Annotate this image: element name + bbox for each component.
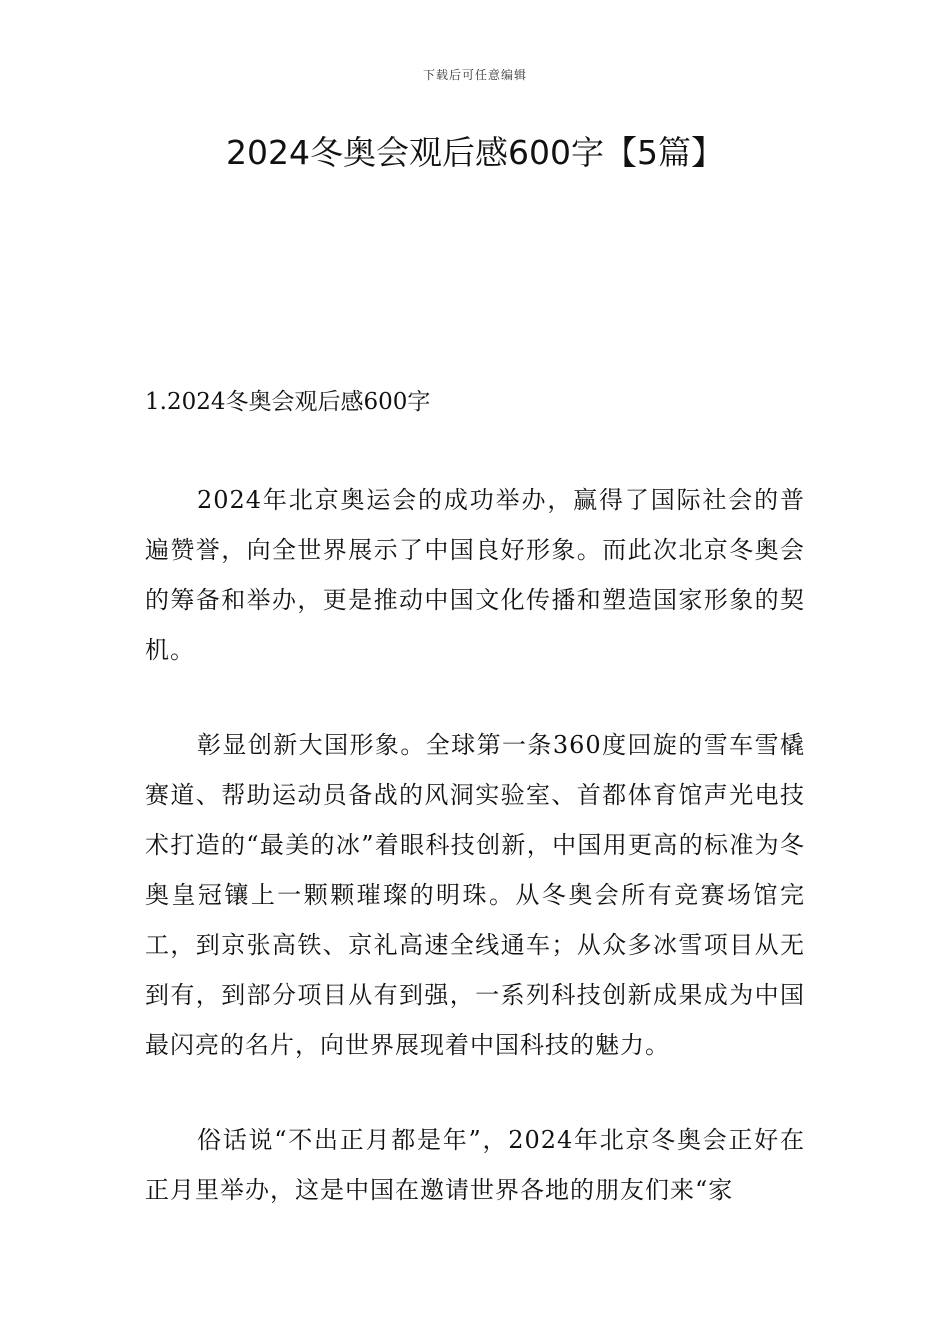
paragraph-2-block (145, 720, 805, 1070)
header-note: 下载后可任意编辑 (422, 68, 527, 82)
paragraph-1-block (145, 475, 805, 675)
section-heading: 1.2024冬奥会观后感600字 (145, 389, 431, 415)
document-title: 2024冬奥会观后感600字【5篇】 (226, 133, 724, 172)
paragraph: 2024年北京奥运会的成功举办，赢得了国际社会的普遍赞誉，向全世界展示了中国良好形象。而此次北京冬奥会的筹备和举办，更是推动中国文化传播和塑造国家形象的契机。 (145, 486, 805, 664)
paragraph-3-block (145, 1115, 805, 1215)
paragraph: 彰显创新大国形象。全球第一条360度回旋的雪车雪橇赛道、帮助运动员备战的风洞实验室、首都体育馆声光电技术打造的“最美的冰”着眼科技创新，中国用更高的标准为冬奥皇冠镶上一颗颗璀璨的明珠。从冬奥会所有竞赛场馆完工，到京张高铁、京礼高速全线通车；从众多冰雪项目从无到有，到部分项目从有到强，一系列科技创新成果成为中国最闪亮的名片，向世界展现着中国科技的魅力。 (145, 731, 805, 1059)
paragraph: 俗话说“不出正月都是年”，2024年北京冬奥会正好在正月里举办，这是中国在邀请世界各地的朋友们来“家 (145, 1126, 805, 1204)
